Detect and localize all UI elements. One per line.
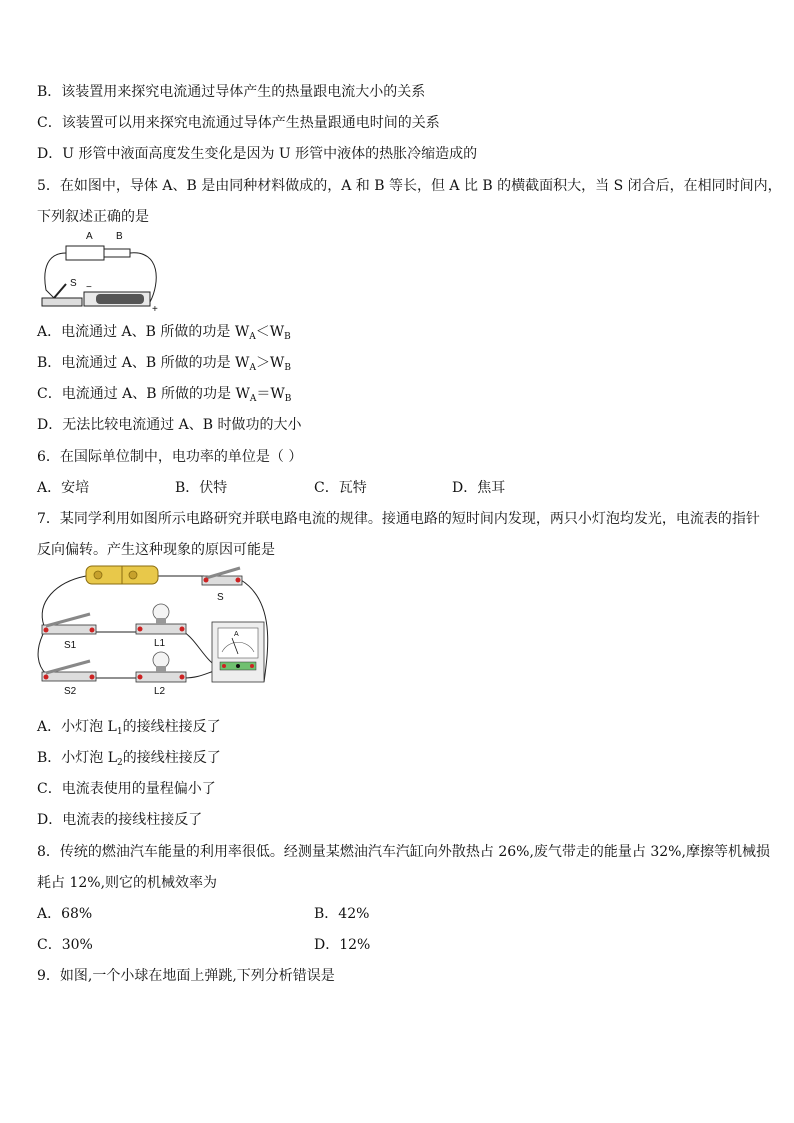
q5-label-s: S: [70, 278, 77, 289]
q5-label-a: A: [86, 231, 93, 242]
q6-option-c: C．瓦特: [314, 480, 367, 496]
q7-option-b: B．小灯泡 $L_2$的接线柱接反了: [37, 750, 221, 768]
q5-figure: [36, 228, 166, 314]
q6-option-a: A．安培: [37, 480, 90, 496]
q7-option-c: C．电流表使用的量程偏小了: [37, 781, 216, 797]
q5-minus: −: [86, 282, 92, 293]
q8-option-d: D．12%: [314, 937, 371, 953]
q5-option-d: D．无法比较电流通过 A、B 时做功的大小: [37, 417, 302, 433]
q6-stem: 6．在国际单位制中，电功率的单位是（ ）: [37, 449, 303, 465]
battery-cell: [96, 294, 144, 304]
q8-stem-line2: 耗占 12%,则它的机械效率为: [37, 875, 218, 891]
q5-option-c: C．电流通过 A、B 所做的功是 $W_A=W_B$: [37, 386, 292, 404]
q5-option-a: A．电流通过 A、B 所做的功是 $W_A<W_B$: [37, 324, 291, 342]
q8-option-c: C．30%: [37, 937, 93, 953]
q7-stem-line2: 反向偏转。产生这种现象的原因可能是: [37, 542, 275, 558]
q8-option-b: B．42%: [314, 906, 370, 922]
switch-lever: [54, 284, 66, 298]
switch-base: [42, 298, 82, 306]
q9-stem: 9．如图,一个小球在地面上弹跳,下列分析错误是: [37, 968, 335, 984]
label-s1: S1: [64, 640, 77, 651]
label-l2: L2: [154, 686, 166, 696]
q7-figure: [36, 562, 272, 696]
lamp-l1: [136, 624, 186, 634]
conductor-a: [66, 246, 104, 260]
q5-plus: +: [152, 304, 158, 314]
q7-option-a: A．小灯泡 $L_1$的接线柱接反了: [37, 719, 221, 737]
label-s2: S2: [64, 686, 77, 696]
prev-option-b: B．该装置用来探究电流通过导体产生的热量跟电流大小的关系: [37, 84, 426, 100]
q5-stem-line1: 5．在如图中，导体 A、B 是由同种材料做成的，A 和 B 等长，但 A 比 B 的横截面积大，当 S 闭合后，在相同时间内，: [37, 178, 782, 194]
label-s: S: [217, 592, 224, 603]
prev-option-c: C．该装置可以用来探究电流通过导体产生热量跟通电时间的关系: [37, 115, 440, 131]
lamp-l2: [136, 672, 186, 682]
ammeter-label: A: [234, 631, 239, 638]
conductor-b: [104, 249, 130, 257]
q5-option-b: B．电流通过 A、B 所做的功是 $W_A>W_B$: [37, 355, 291, 373]
q7-option-d: D．电流表的接线柱接反了: [37, 812, 203, 828]
q6-option-b: B．伏特: [175, 480, 228, 496]
prev-option-d: D．U 形管中液面高度发生变化是因为 U 形管中液体的热胀冷缩造成的: [37, 146, 478, 162]
q5-label-b: B: [116, 231, 123, 242]
q8-stem-line1: 8．传统的燃油汽车能量的利用率很低。经测量某燃油汽车汽缸向外散热占 26%,废气带走的能量占 32%,摩擦等机械损: [37, 844, 770, 860]
q6-option-d: D．焦耳: [452, 480, 506, 496]
label-l1: L1: [154, 638, 166, 649]
q7-stem-line1: 7．某同学利用如图所示电路研究并联电路电流的规律。接通电路的短时间内发现，两只小灯泡均发光，电流表的指针: [37, 511, 760, 527]
q8-option-a: A．68%: [37, 906, 93, 922]
q5-stem-line2: 下列叙述正确的是: [37, 209, 149, 225]
